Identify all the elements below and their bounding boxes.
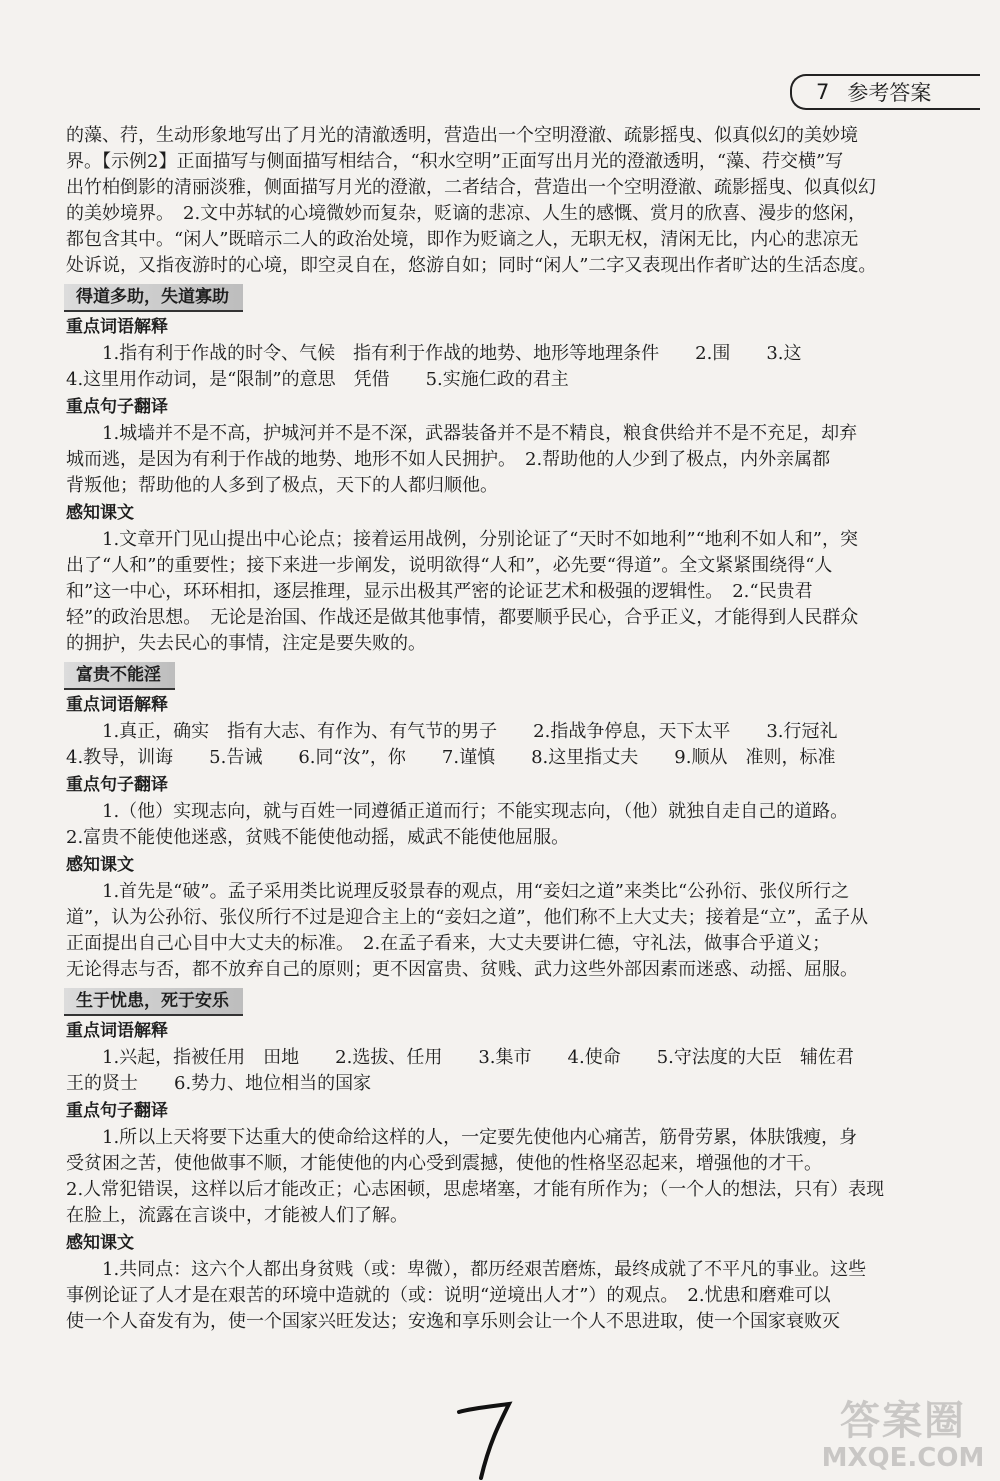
section-title: 得道多助，失道寡助 [64,284,243,312]
text-line: 都包含其中。“闲人”既暗示二人的政治处境，即作为贬谪之人，无职无权，清闲无比，内心的悲凉无 [66,229,859,250]
text-line: 出竹柏倒影的清丽淡雅，侧面描写月光的澄澈，二者结合，营造出一个空明澄澈、疏影摇曳、似真似幻 [66,177,876,198]
text-line: 出了“人和”的重要性；接下来进一步阐发，说明欲得“人和”，必先要“得道”。全文紧紧围绕得“人 [66,555,833,576]
text-line: 的美妙境界。 2.文中苏轼的心境微妙而复杂，贬谪的悲凉、人生的感慨、赏月的欣喜、漫步的悠闲， [66,203,867,224]
subheading-comprehension: 感知课文 [66,1233,134,1253]
section-title: 生于忧患，死于安乐 [64,988,243,1016]
subheading-translation: 重点句子翻译 [66,775,168,795]
text-line: 城而逃，是因为有利于作战的地势、地形不如人民拥护。 2.帮助他的人少到了极点，内外亲属都 [66,449,831,470]
text-line: 2.富贵不能使他迷惑，贫贱不能使他动摇，威武不能使他屈服。 [66,827,570,848]
subheading-vocab: 重点词语解释 [66,317,168,337]
header-label: 参考答案 [847,81,932,105]
subheading-vocab: 重点词语解释 [66,695,168,715]
text-line: 1.兴起，指被任用 田地 2.选拔、任用 3.集市 4.使命 5.守法度的大臣 辅佐君 [102,1047,854,1068]
text-line: 1.文章开门见山提出中心论点；接着运用战例，分别论证了“天时不如地利”“地利不如人和”，突 [102,529,858,550]
text-line: 无论得志与否，都不放弃自己的原则；更不因富贵、贫贱、武力这些外部因素而迷惑、动摇、屈服。 [66,959,858,980]
text-line: 1.（他）实现志向，就与百姓一同遵循正道而行；不能实现志向，（他）就独自走自己的道路。 [102,801,849,822]
text-line: 处诉说，又指夜游时的心境，即空灵自在，悠游自如；同时“闲人”二字又表现出作者旷达的生活态度。 [66,255,877,276]
watermark-url: MXQE.COM [821,1443,985,1473]
watermark-logo-text: 答案圈 [840,1398,966,1444]
page-header-tab [790,74,980,110]
text-line: 轻”的政治思想。 无论是治国、作战还是做其他事情，都要顺乎民心，合乎正义，才能得到人民群众 [66,607,859,628]
text-line: 的藻、荇，生动形象地写出了月光的清澈透明，营造出一个空明澄澈、疏影摇曳、似真似幻的美妙境 [66,125,858,146]
text-line: 1.城墙并不是不高，护城河并不是不深，武器装备并不是不精良，粮食供给并不是不充足，却弃 [102,423,858,444]
text-line: 1.共同点：这六个人都出身贫贱（或：卑微），都历经艰苦磨炼，最终成就了不平凡的事业。这些 [102,1259,867,1280]
text-line: 1.首先是“破”。孟子采用类比说理反驳景春的观点，用“妾妇之道”来类比“公孙衍、张仪所行之 [102,881,850,902]
text-line: 道”，认为公孙衍、张仪所行不过是迎合主上的“妾妇之道”，他们称不上大丈夫；接着是“立”，孟子从 [66,907,869,928]
text-line: 和”这一中心，环环相扣，逐层推理，显示出极其严密的论证艺术和极强的逻辑性。 2.“民贵君 [66,581,813,602]
text-line: 背叛他；帮助他的人多到了极点，天下的人都归顺他。 [66,475,498,496]
subheading-vocab: 重点词语解释 [66,1021,168,1041]
text-line: 正面提出自己心目中大丈夫的标准。 2.在孟子看来，大丈夫要讲仁德，守礼法，做事合乎道义； [66,933,831,954]
answer-content [66,123,966,1335]
text-line: 使一个人奋发有为，使一个国家兴旺发达；安逸和享乐则会让一个人不思进取，使一个国家衰败灭 [66,1311,840,1332]
site-watermark [808,1398,998,1478]
text-line: 1.指有利于作战的时令、气候 指有利于作战的地势、地形等地理条件 2.围 3.这 [102,343,802,364]
text-line: 在脸上，流露在言谈中，才能被人们了解。 [66,1205,408,1226]
text-line: 1.真正，确实 指有大志、有作为、有气节的男子 2.指战争停息，天下太平 3.行冠礼 [102,721,838,742]
subheading-translation: 重点句子翻译 [66,1101,168,1121]
handwritten-page-number-mark [455,1400,515,1480]
text-line: 4.教导，训诲 5.告诫 6.同“汝”，你 7.谨慎 8.这里指丈夫 9.顺从 准则，标准 [66,747,836,768]
text-line: 受贫困之苦，使他做事不顺，才能使他的内心受到震撼，使他的性格坚忍起来，增强他的才干。 [66,1153,822,1174]
subheading-translation: 重点句子翻译 [66,397,168,417]
page-number: 7 [816,80,830,104]
section-youhuan [66,983,966,1335]
text-line: 王的贤士 6.势力、地位相当的国家 [66,1073,372,1094]
text-line: 2.人常犯错误，这样以后才能改正；心志困顿，思虑堵塞，才能有所作为；（一个人的想法，只有）表现 [66,1179,885,1200]
section-title: 富贵不能淫 [64,662,175,690]
text-line: 1.所以上天将要下达重大的使命给这样的人，一定要先使他内心痛苦，筋骨劳累，体肤饿瘦，身 [102,1127,858,1148]
subheading-comprehension: 感知课文 [66,503,134,523]
text-line: 的拥护，失去民心的事情，注定是要失败的。 [66,633,426,654]
section-fugui [66,657,966,983]
text-line: 事例论证了人才是在艰苦的环境中造就的（或：说明“逆境出人才”）的观点。 2.忧患和磨难可以 [66,1285,831,1306]
text-line: 界。【示例2】正面描写与侧面描写相结合，“积水空明”正面写出月光的澄澈透明，“藻、荇交横”写 [66,151,844,172]
text-line: 4.这里用作动词，是“限制”的意思 凭借 5.实施仁政的君主 [66,369,569,390]
subheading-comprehension: 感知课文 [66,855,134,875]
intro-paragraph [66,123,966,279]
section-dedao [66,279,966,657]
